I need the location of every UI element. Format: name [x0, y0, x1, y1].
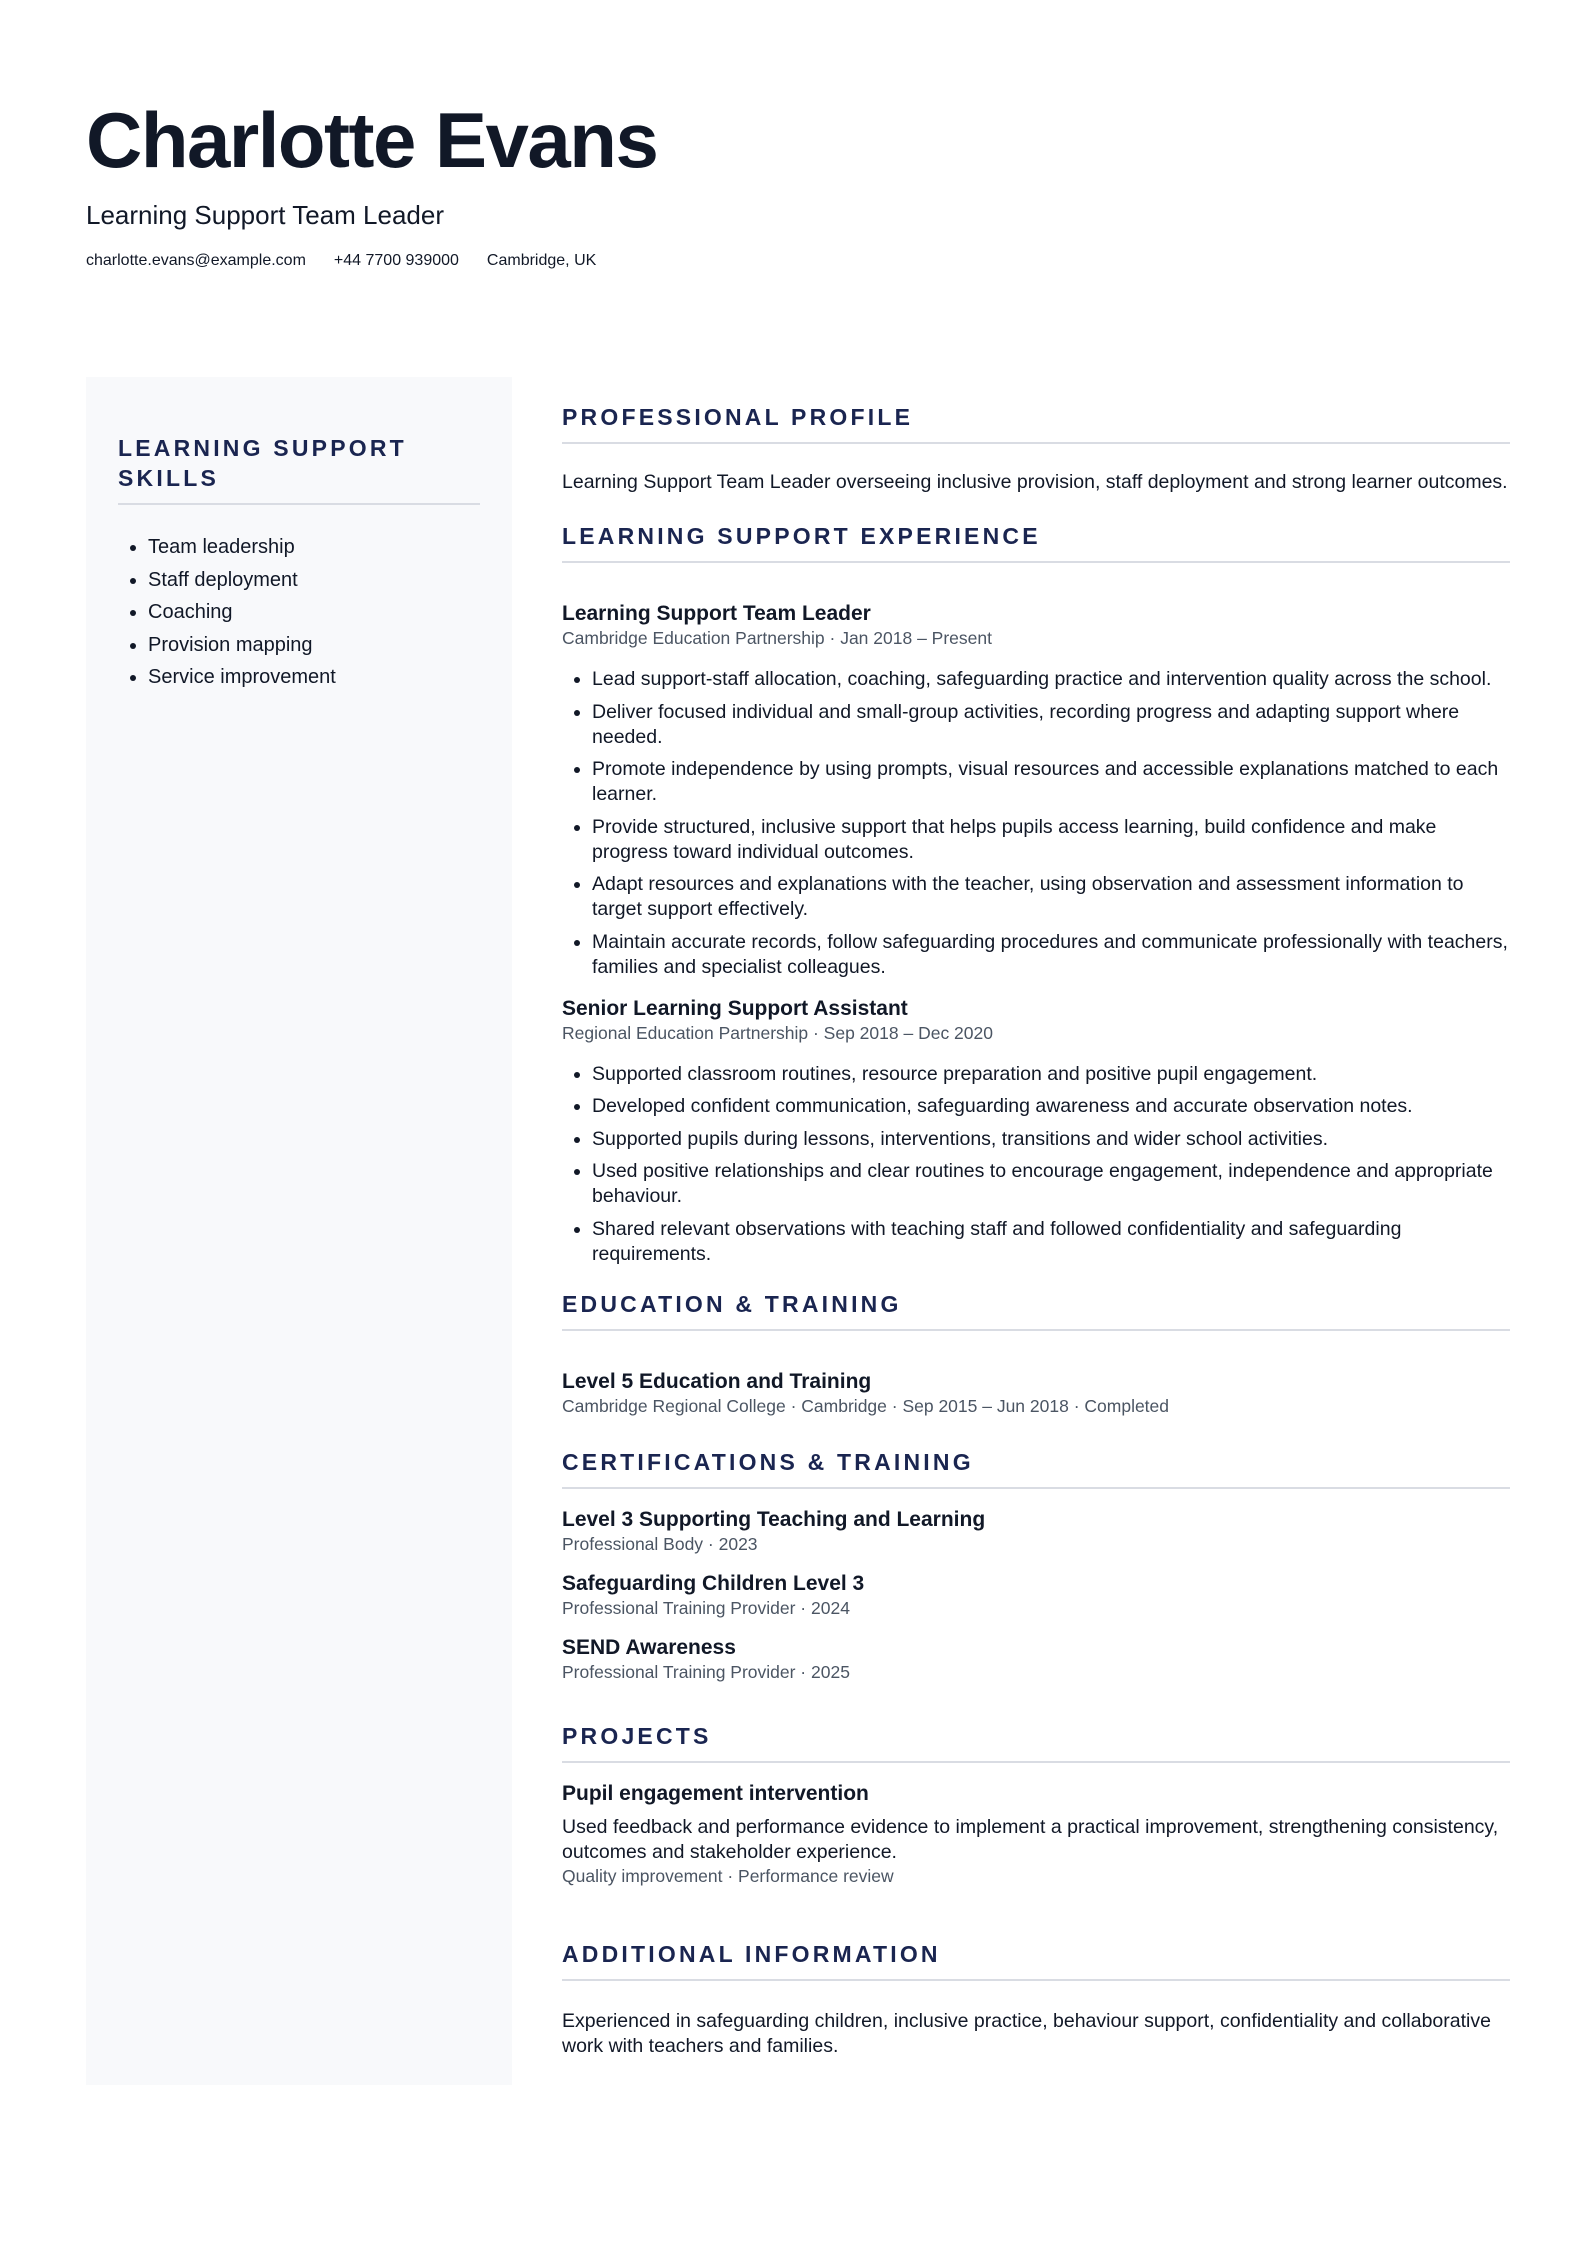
job-bullets [562, 1062, 1510, 1267]
projects-section [562, 1721, 1510, 1887]
project-meta: Quality improvement · Performance review [562, 1865, 894, 1886]
job-bullet: • Provide structured, inclusive support that helps pupils access learning, build confidence and make progress toward individual outcomes. [592, 815, 1510, 865]
job-entry [562, 996, 1510, 1267]
resume-header [86, 92, 1506, 272]
education-entry [562, 1369, 1510, 1417]
certification-title: Safeguarding Children Level 3 [562, 1571, 865, 1595]
additional-section [562, 1939, 1510, 2059]
main-column [562, 402, 1510, 2059]
certification-meta: Professional Training Provider · 2025 [562, 1661, 850, 1682]
certification-entry [562, 1635, 1510, 1683]
additional-text: Experienced in safeguarding children, inclusive practice, behaviour support, confidentiality and collaborative work with teachers and families. [562, 2009, 1491, 2057]
job-bullet: • Supported pupils during lessons, interventions, transitions and wider school activities. [592, 1127, 1510, 1152]
job-meta: Regional Education Partnership · Sep 2018 – Dec 2020 [562, 1022, 993, 1043]
education-meta: Cambridge Regional College · Cambridge · Sep 2015 – Jun 2018 · Completed [562, 1395, 1170, 1416]
profile-text: Learning Support Team Leader overseeing inclusive provision, staff deployment and strong learner outcomes. [562, 471, 1508, 493]
job-title: Learning Support Team Leader [562, 602, 871, 625]
contact-line [86, 250, 1506, 272]
certifications-title: CERTIFICATIONS & TRAINING [562, 1447, 1510, 1489]
education-title: EDUCATION & TRAINING [562, 1289, 1510, 1331]
job-entry [562, 601, 1510, 980]
job-bullet: • Maintain accurate records, follow safeguarding procedures and communicate professionally with teachers, families and specialist colleagues. [592, 930, 1510, 980]
skills-list [118, 531, 480, 694]
certification-meta: Professional Training Provider · 2024 [562, 1597, 850, 1618]
skill-item: • Provision mapping [148, 629, 480, 662]
contact-email[interactable]: charlotte.evans@example.com [86, 252, 306, 269]
job-bullet: • Supported classroom routines, resource preparation and positive pupil engagement. [592, 1062, 1510, 1087]
experience-section [562, 521, 1510, 1267]
skill-item: • Team leadership [148, 531, 480, 564]
certification-title: SEND Awareness [562, 1635, 736, 1659]
contact-location: Cambridge, UK [486, 252, 597, 269]
certification-title: Level 3 Supporting Teaching and Learning [562, 1507, 986, 1531]
contact-phone[interactable]: +44 7700 939000 [333, 252, 459, 269]
job-bullets [562, 667, 1510, 980]
job-title: Senior Learning Support Assistant [562, 996, 908, 1020]
candidate-headline: Learning Support Team Leader [86, 200, 444, 230]
certification-meta: Professional Body · 2023 [562, 1533, 758, 1554]
job-bullet: • Promote independence by using prompts, visual resources and accessible explanations matched to each learner. [592, 757, 1510, 807]
job-bullet: • Lead support-staff allocation, coaching, safeguarding practice and intervention quality across the school. [592, 667, 1510, 692]
certification-entry [562, 1507, 1510, 1555]
job-bullet: • Adapt resources and explanations with the teacher, using observation and assessment information to target support effectively. [592, 872, 1510, 922]
job-bullet: • Deliver focused individual and small-group activities, recording progress and adapting support where needed. [592, 700, 1510, 750]
project-entry [562, 1781, 1510, 1887]
skills-title: LEARNING SUPPORT SKILLS [118, 433, 480, 505]
experience-title: LEARNING SUPPORT EXPERIENCE [562, 521, 1510, 563]
certifications-list [562, 1507, 1510, 1683]
candidate-name: Charlotte Evans [86, 96, 658, 184]
job-meta: Cambridge Education Partnership · Jan 2018 – Present [562, 628, 992, 648]
additional-title: ADDITIONAL INFORMATION [562, 1939, 1510, 1981]
skills-sidebar [86, 377, 512, 2085]
profile-section [562, 402, 1510, 495]
projects-title: PROJECTS [562, 1721, 1510, 1763]
job-bullet: • Shared relevant observations with teaching staff and followed confidentiality and safeguarding requirements. [592, 1217, 1510, 1267]
profile-title: PROFESSIONAL PROFILE [562, 402, 1510, 444]
certifications-section [562, 1447, 1510, 1683]
project-description: Used feedback and performance evidence to implement a practical improvement, strengthening consistency, outcomes and stakeholder experience. [562, 1815, 1499, 1863]
job-bullet: • Used positive relationships and clear routines to encourage engagement, independence and appropriate behaviour. [592, 1159, 1510, 1209]
skill-item: • Service improvement [148, 661, 480, 694]
certification-entry [562, 1571, 1510, 1619]
skill-item: • Coaching [148, 596, 480, 629]
job-bullet: • Developed confident communication, safeguarding awareness and accurate observation notes. [592, 1094, 1510, 1119]
project-title: Pupil engagement intervention [562, 1781, 869, 1805]
education-degree: Level 5 Education and Training [562, 1369, 872, 1393]
skill-item: • Staff deployment [148, 564, 480, 597]
education-section [562, 1289, 1510, 1417]
